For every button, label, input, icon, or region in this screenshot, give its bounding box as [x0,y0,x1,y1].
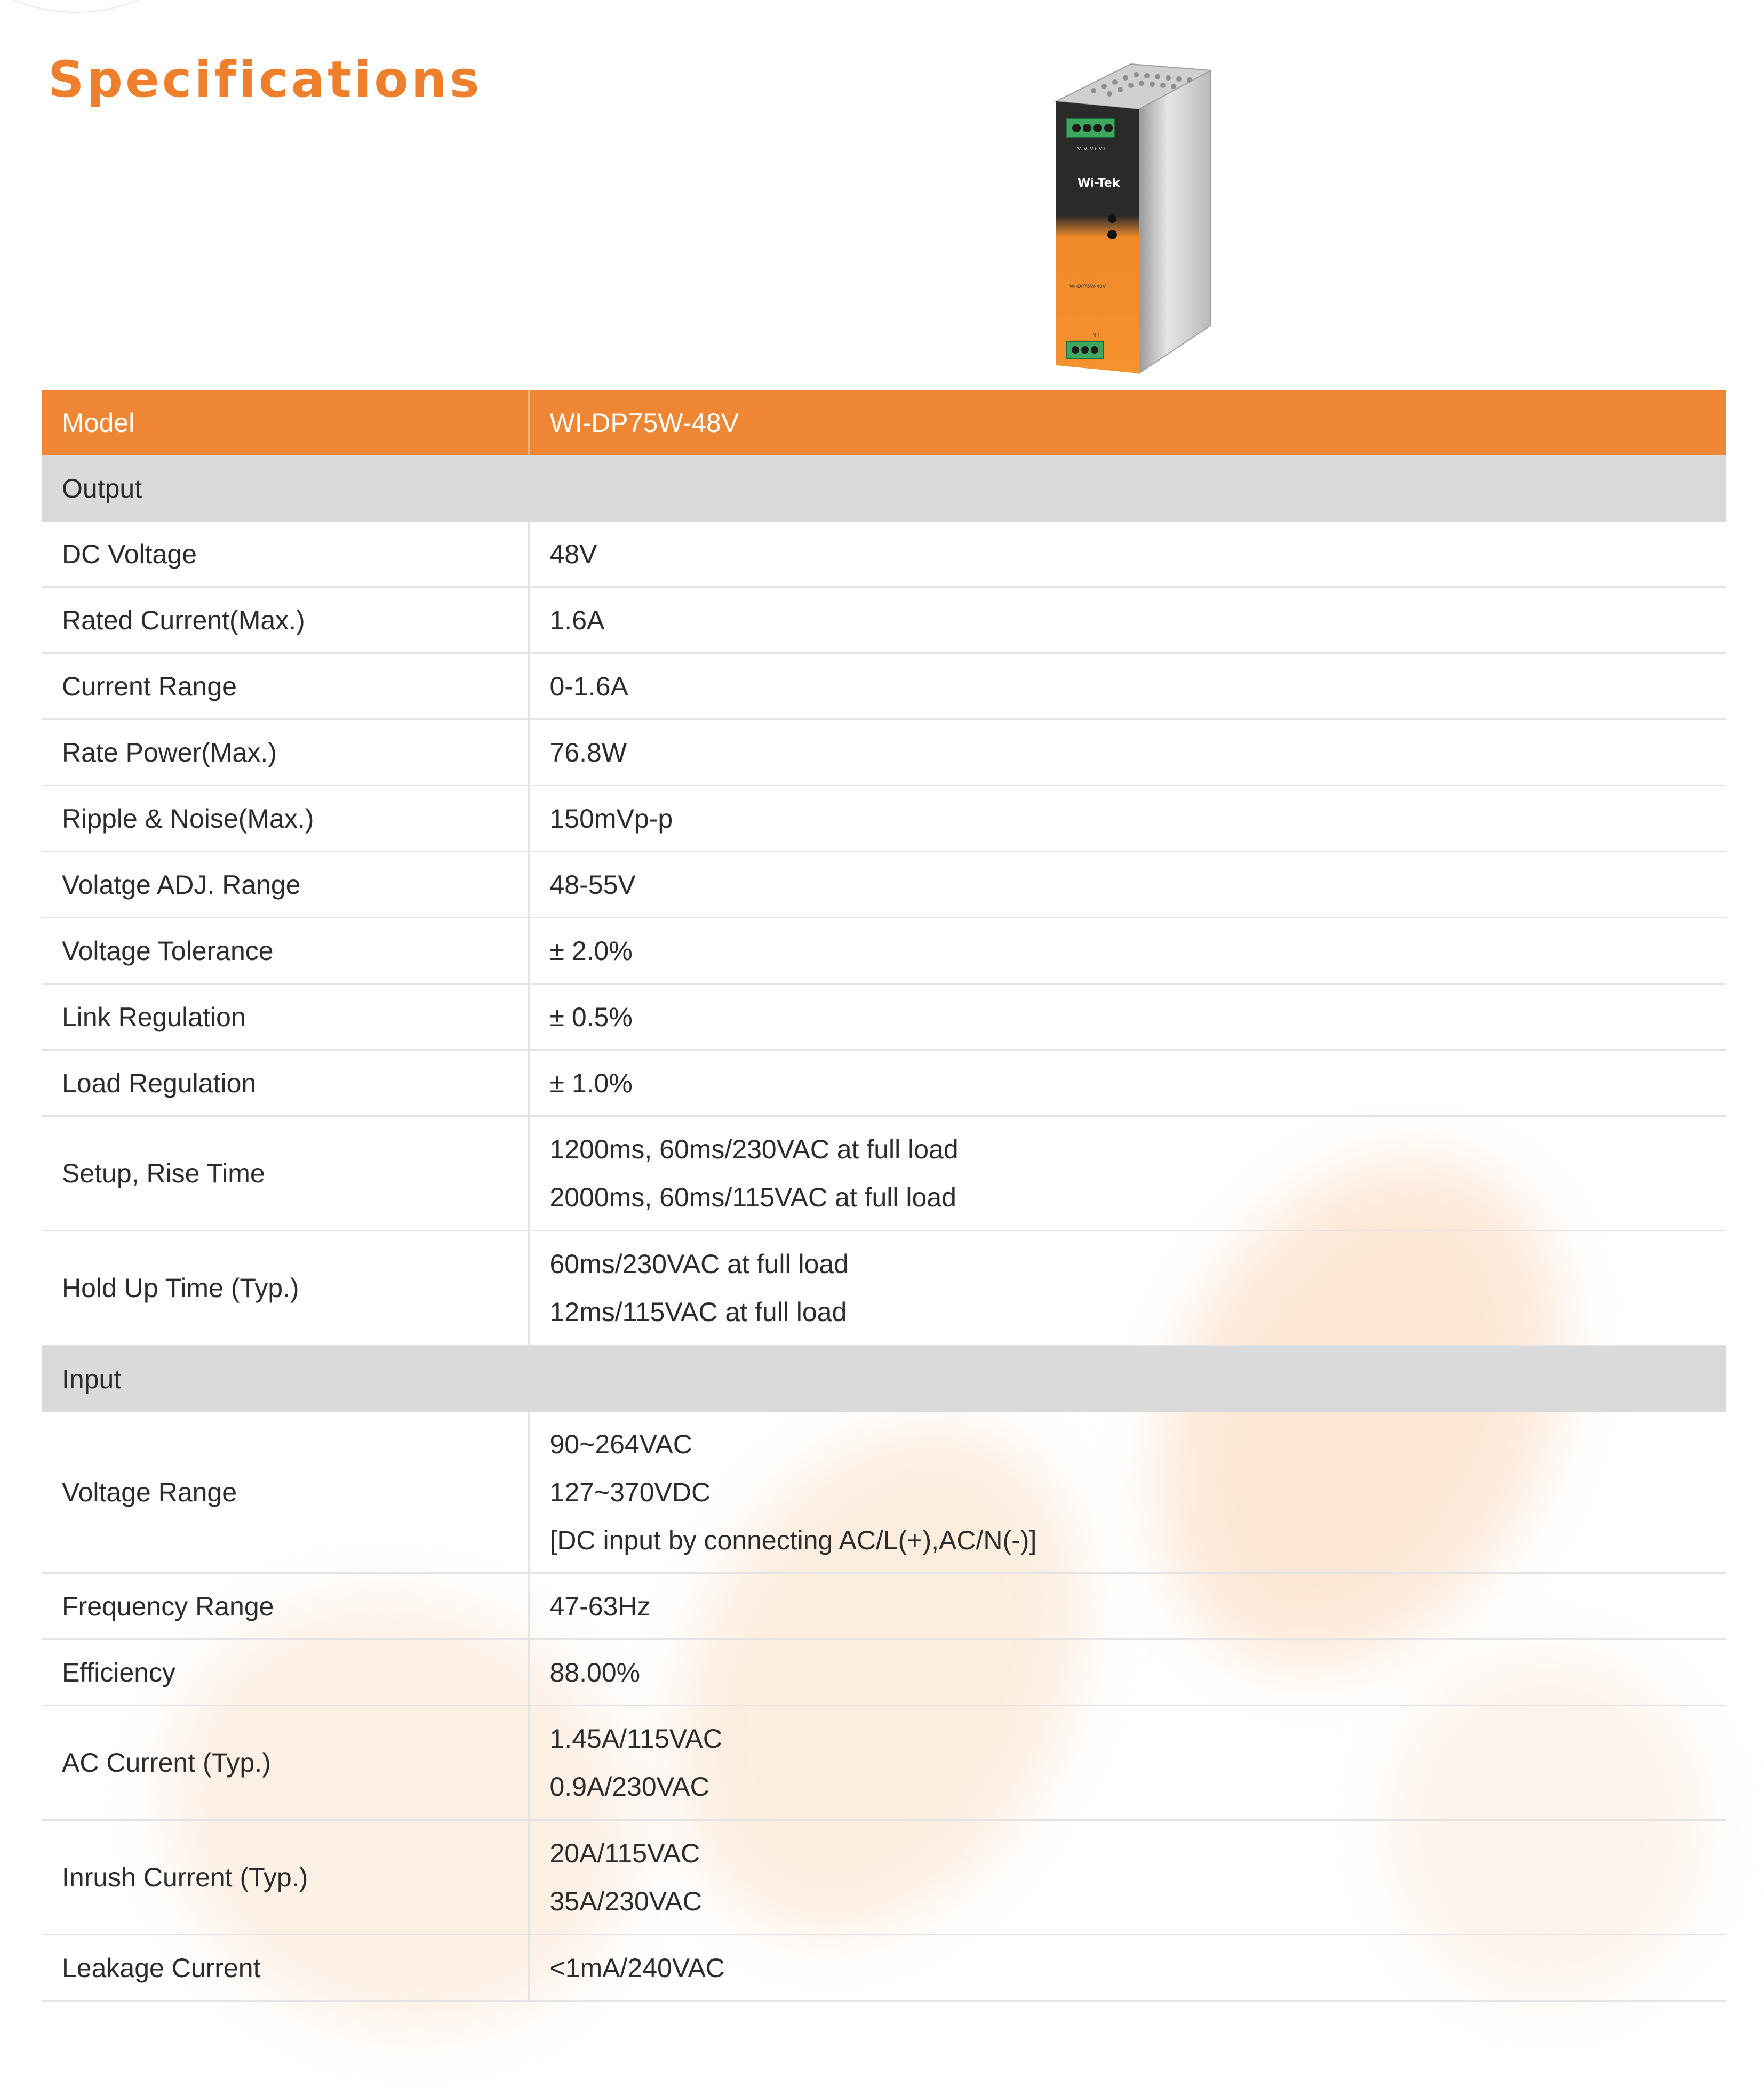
spec-value [529,1412,1726,1573]
table-row [42,1706,1726,1820]
spec-value-line: ± 2.0% [549,935,633,966]
spec-label: Voltage Tolerance [42,918,529,984]
section-row [42,1346,1726,1413]
brand-logo: Wi-Tek [1077,177,1120,190]
header-label: Model [42,390,529,455]
spec-value [529,1639,1726,1706]
table-row [42,1116,1726,1231]
model-print: WI-DP75W-48V [1069,284,1106,290]
spec-label: Efficiency [42,1639,529,1706]
table-header-row [42,390,1726,455]
spec-value-line: 0-1.6A [549,671,628,701]
spec-value [529,786,1726,852]
spec-value [529,984,1726,1050]
spec-value-line: 76.8W [549,737,627,767]
spec-value-line: 127~370VDC [549,1477,711,1507]
spec-value-line: 60ms/230VAC at full load [549,1249,849,1279]
spec-label: Volatge ADJ. Range [42,852,529,918]
spec-value-line: [DC input by connecting AC/L(+),AC/N(-)] [549,1525,1037,1555]
spec-label: Frequency Range [42,1573,529,1639]
spec-value-line: 90~264VAC [549,1429,692,1459]
spec-value [529,1935,1726,2001]
product-image [1045,59,1216,379]
spec-label: DC Voltage [42,522,529,587]
spec-value-line: 2000ms, 60ms/115VAC at full load [549,1182,956,1212]
spec-label: AC Current (Typ.) [42,1706,529,1820]
spec-value-line: ± 0.5% [549,1002,633,1032]
spec-label: Load Regulation [42,1050,529,1116]
spec-value-line: 150mVp-p [549,803,673,834]
table-row [42,719,1726,786]
spec-value [529,1050,1726,1116]
spec-value [529,522,1726,587]
table-row [42,1050,1726,1116]
table-row [42,786,1726,852]
spec-label: Hold Up Time (Typ.) [42,1231,529,1346]
spec-value-line: 48V [549,539,597,569]
spec-value-line: ± 1.0% [549,1068,633,1098]
section-title: Output [42,455,1726,522]
spec-value [529,1573,1726,1639]
spec-value-line: 47-63Hz [549,1591,651,1621]
spec-value-line: 20A/115VAC [549,1838,700,1868]
decorative-ring [0,0,215,13]
page-title: Specifications [48,51,482,109]
spec-label: Rate Power(Max.) [42,719,529,786]
spec-value [529,1116,1726,1231]
spec-value [529,918,1726,984]
spec-value [529,852,1726,918]
spec-value-line: 48-55V [549,869,636,900]
spec-table [42,390,1726,2002]
spec-label: Voltage Range [42,1412,529,1573]
spec-label: Inrush Current (Typ.) [42,1820,529,1935]
table-row [42,1935,1726,2001]
table-row [42,852,1726,918]
table-row [42,522,1726,587]
spec-value-line: 1.6A [549,605,605,635]
spec-value [529,1231,1726,1346]
table-row [42,587,1726,653]
header-value: WI-DP75W-48V [529,390,1726,455]
spec-label: Rated Current(Max.) [42,587,529,653]
spec-value [529,1820,1726,1935]
spec-value [529,1706,1726,1820]
spec-value-line: 1.45A/115VAC [549,1724,722,1754]
spec-value-line: 1200ms, 60ms/230VAC at full load [549,1134,959,1164]
spec-label: Setup, Rise Time [42,1116,529,1231]
spec-label: Ripple & Noise(Max.) [42,786,529,852]
spec-label: Leakage Current [42,1935,529,2001]
spec-value-line: 12ms/115VAC at full load [549,1297,847,1327]
spec-value-line: 35A/230VAC [549,1886,702,1916]
table-row [42,984,1726,1050]
table-row [42,1573,1726,1639]
section-title: Input [42,1346,1726,1413]
table-row [42,1639,1726,1706]
spec-value [529,719,1726,786]
table-row [42,1231,1726,1346]
table-row [42,918,1726,984]
table-row [42,1820,1726,1935]
terminal-label-bottom: N L [1092,333,1101,339]
spec-value [529,653,1726,719]
section-row [42,455,1726,522]
terminal-label-top: V- V- V+ V+ [1077,147,1106,152]
spec-value [529,587,1726,653]
spec-value-line: 88.00% [549,1657,641,1687]
spec-value-line: <1mA/240VAC [549,1953,725,1983]
spec-value-line: 0.9A/230VAC [549,1772,709,1802]
spec-label: Current Range [42,653,529,719]
table-row [42,653,1726,719]
table-row [42,1412,1726,1573]
spec-label: Link Regulation [42,984,529,1050]
